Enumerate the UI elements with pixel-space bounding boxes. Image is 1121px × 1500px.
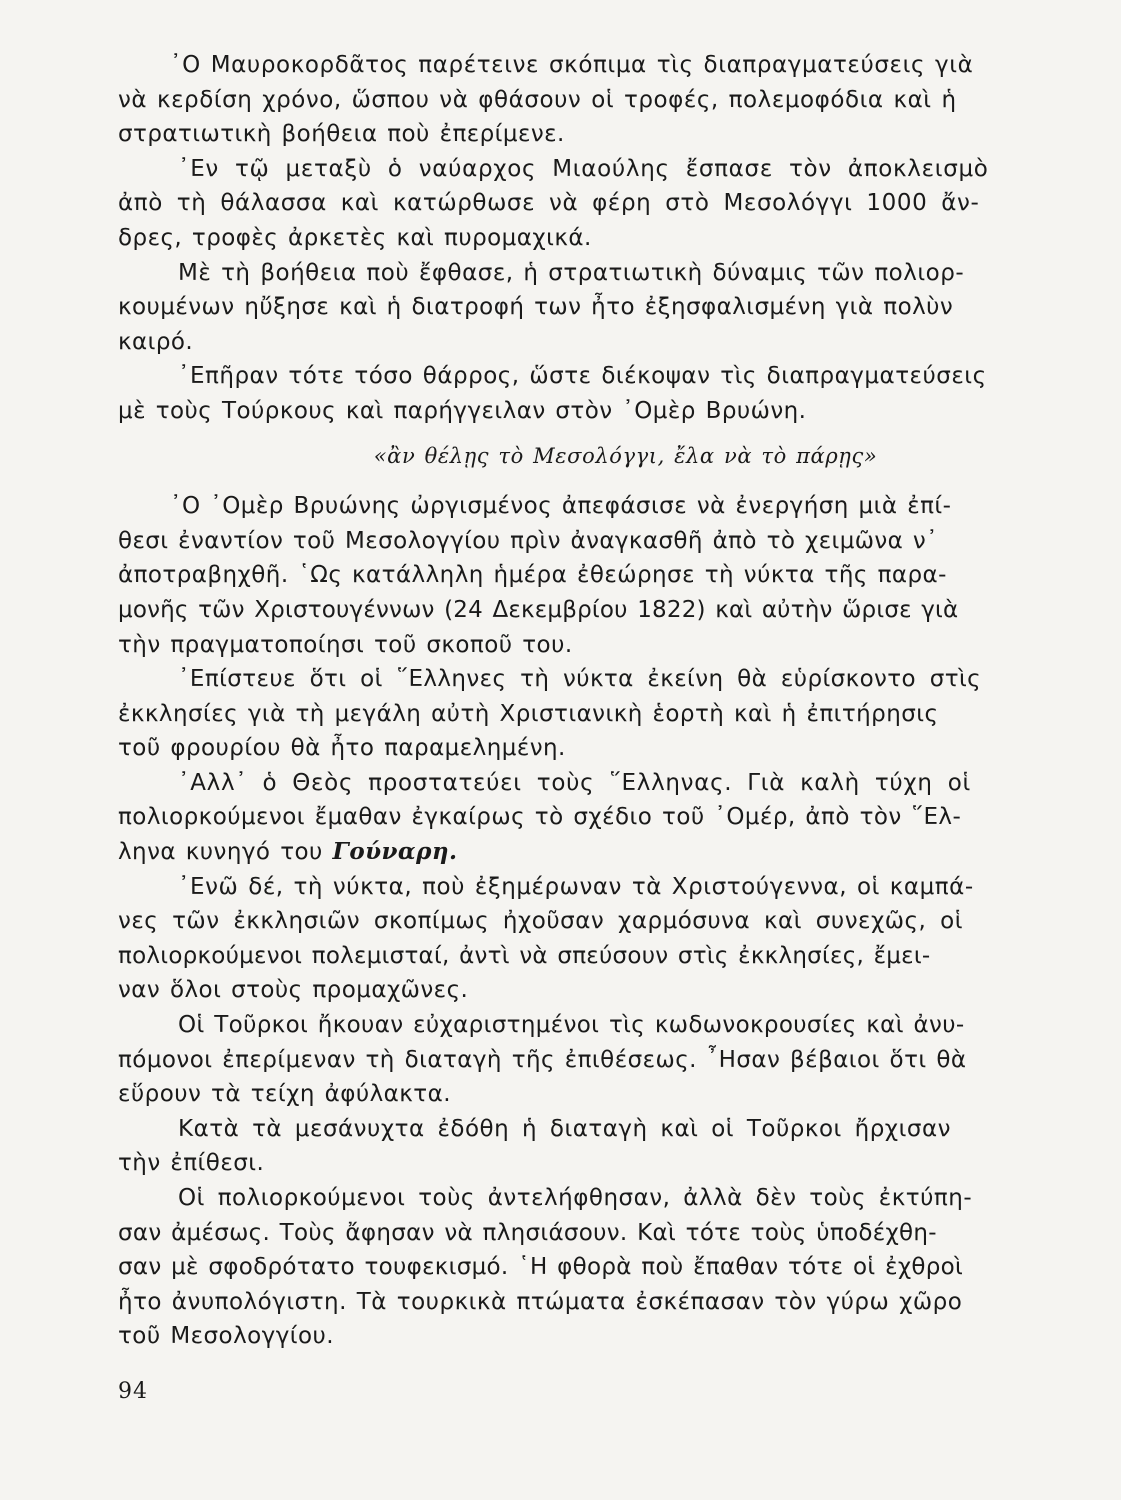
text-line: μονῆς τῶν Χριστουγέννων (24 Δεκεμβρίου 1822) καὶ αὐτὴν ὥρισε γιὰ [118, 596, 959, 623]
text-line: μὲ τοὺς Τούρκους καὶ παρήγγειλαν στὸν ᾿Ομὲρ Βρυώνη. [118, 397, 807, 424]
text-line: ᾿Ο ᾿Ομὲρ Βρυώνης ὠργισμένος ἀπεφάσισε νὰ ἐνεργήση μιὰ ἐπί- [170, 493, 952, 520]
text-line: στρατιωτικὴ βοήθεια ποὺ ἐπερίμενε. [118, 121, 565, 148]
text-line: Μὲ τὴ βοήθεια ποὺ ἔφθασε, ἡ στρατιωτικὴ δύναμις τῶν πολιορ- [178, 259, 965, 286]
text-line: ᾿Εν τῷ μεταξὺ ὁ ναύαρχος Μιαούλης ἔσπασε τὸν ἀποκλεισμὸ [178, 155, 989, 182]
text-line: ἀπὸ τὴ θάλασσα καὶ κατώρθωσε νὰ φέρη στὸ Μεσολόγγι 1000 ἄν- [118, 190, 980, 217]
text-line: ᾿Επίστευε ὅτι οἱ ῞Ελληνες τὴ νύκτα ἐκείνη θὰ εὑρίσκοντο στὶς [178, 666, 982, 693]
page-number: 94 [118, 1379, 148, 1404]
text-line: σαν μὲ σφοδρότατο τουφεκισμό. ῾Η φθορὰ ποὺ ἔπαθαν τότε οἱ ἐχθροὶ [118, 1254, 964, 1281]
text-line: εὕρουν τὰ τείχη ἀφύλακτα. [118, 1081, 451, 1108]
text-line: τὴν πραγματοποίησι τοῦ σκοποῦ του. [118, 631, 573, 658]
text-line: ᾿Επῆραν τότε τόσο θάρρος, ὥστε διέκοψαν τὶς διαπραγματεύσεις [178, 363, 987, 390]
text-line: κουμένων ηὔξησε καὶ ἡ διατροφή των ἦτο ἐξησφαλισμένη γιὰ πολὺν [118, 294, 954, 321]
text-line: τὴν ἐπίθεσι. [118, 1150, 265, 1177]
text-line: πολιορκούμενοι πολεμισταί, ἀντὶ νὰ σπεύσουν στὶς ἐκκλησίες, ἔμει- [118, 942, 931, 969]
text-line: ναν ὅλοι στοὺς προμαχῶνες. [118, 977, 469, 1004]
text-line: Κατὰ τὰ μεσάνυχτα ἐδόθη ἡ διαταγὴ καὶ οἱ Τοῦρκοι ἤρχισαν [178, 1115, 951, 1142]
text-line: ᾿Ενῶ δέ, τὴ νύκτα, ποὺ ἐξημέρωναν τὰ Χριστούγεννα, οἱ καμπά- [178, 873, 974, 900]
text-line: πόμονοι ἐπερίμεναν τὴ διαταγὴ τῆς ἐπιθέσεως. ῏Ησαν βέβαιοι ὅτι θὰ [118, 1046, 967, 1073]
text-line: θεσι ἐναντίον τοῦ Μεσολογγίου πρὶν ἀναγκασθῆ ἀπὸ τὸ χειμῶνα ν᾿ [118, 527, 939, 554]
text-line: νὰ κερδίση χρόνο, ὥσπου νὰ φθάσουν οἱ τροφές, πολεμοφόδια καὶ ἡ [118, 86, 957, 113]
text-line: δρες, τροφὲς ἀρκετὲς καὶ πυρομαχικά. [118, 224, 592, 251]
text-line: Οἱ πολιορκούμενοι τοὺς ἀντελήφθησαν, ἀλλὰ δὲν τοὺς ἐκτύπη- [178, 1185, 973, 1211]
text-line: καιρό. [118, 328, 194, 355]
text-line: Οἱ Τοῦρκοι ἤκουαν εὐχαριστημένοι τὶς κωδωνοκρουσίες καὶ ἀνυ- [178, 1012, 965, 1039]
text-line: ᾿Αλλ᾿ ὁ Θεὸς προστατεύει τοὺς ῞Ελληνας. Γιὰ καλὴ τύχη οἱ [178, 769, 971, 796]
emphasized-name: Γούναρη. [332, 838, 458, 866]
text-line: ἐκκλησίες γιὰ τὴ μεγάλη αὐτὴ Χριστιανικὴ ἑορτὴ καὶ ἡ ἐπιτήρησις [118, 700, 939, 727]
quote-line: «ἂν θέλῃς τὸ Μεσολόγγι, ἔλα νὰ τὸ πάρῃς» [373, 443, 878, 468]
text-line: τοῦ Μεσολογγίου. [118, 1323, 335, 1350]
text-line: νες τῶν ἐκκλησιῶν σκοπίμως ἠχοῦσαν χαρμόσυνα καὶ συνεχῶς, οἱ [118, 908, 963, 935]
body-text [118, 48, 1093, 1354]
text-line: ᾿Ο Μαυροκορδᾶτος παρέτεινε σκόπιμα τὶς διαπραγματεύσεις γιὰ [170, 52, 974, 78]
text-line: πολιορκούμενοι ἔμαθαν ἐγκαίρως τὸ σχέδιο τοῦ ᾿Ομέρ, ἀπὸ τὸν ῞Ελ- [118, 804, 962, 831]
text-fragment: ληνα κυνηγό του [118, 839, 323, 866]
text-line: τοῦ φρουρίου θὰ ἦτο παραμελημένη. [118, 735, 566, 762]
text-line: ἀποτραβηχθῆ. ῾Ως κατάλληλη ἡμέρα ἐθεώρησε τὴ νύκτα τῆς παρα- [118, 562, 947, 589]
text-line [118, 835, 1093, 870]
text-line: ἦτο ἀνυπολόγιστη. Τὰ τουρκικὰ πτώματα ἐσκέπασαν τὸν γύρω χῶρο [118, 1288, 963, 1315]
text-line: σαν ἀμέσως. Τοὺς ἄφησαν νὰ πλησιάσουν. Καὶ τότε τοὺς ὑποδέχθη- [118, 1219, 937, 1246]
